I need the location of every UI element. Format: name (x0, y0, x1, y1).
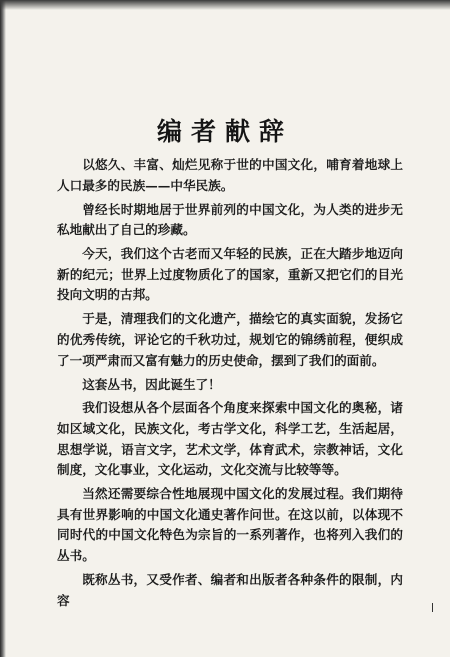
scan-top-shadow (0, 0, 450, 10)
body-text (57, 155, 403, 615)
paragraph-4: 于是，清理我们的文化遗产，描绘它的真实面貌，发扬它的优秀传统，评论它的千秋功过，规划它的锦绣前程，便织成了一项严肃而又富有魅力的历史使命，摆到了我们的面前。 (57, 311, 403, 368)
paragraph-1: 以悠久、丰富、灿烂见称于世的中国文化，哺育着地球上人口最多的民族——中华民族。 (57, 157, 403, 193)
page-title: 编者献辞 (156, 117, 293, 146)
paragraph-3: 今天，我们这个古老而又年轻的民族，正在大踏步地迈向新的纪元；世界上过度物质化了的国家，重新又把它们的目光投向文明的古邦。 (57, 246, 403, 303)
paragraph-8: 既称丛书，又受作者、编者和出版者各种条件的限制，内容 (57, 572, 403, 608)
paragraph-2: 曾经长时期地居于世界前列的中国文化，为人类的进步无私地献出了自己的珍藏。 (57, 201, 403, 238)
paragraph-7: 当然还需要综合性地展现中国文化的发展过程。我们期待具有世界影响的中国文化通史著作问世。在这以前，以体现不同时代的中国文化特色为宗旨的一系列著作，也将列入我们的丛书。 (57, 486, 403, 564)
margin-mark (432, 603, 433, 612)
scan-edge-shadow (0, 0, 6, 657)
paragraph-6: 我们设想从各个层面各个角度来探索中国文化的奥秘，诸如区域文化，民族文化，考古学文化，科学工艺，生活起居，思想学说，语言文字，艺术文学，体育武术，宗教神话，文化制度，文化事业，文化运动，文化交流与比较等等。 (57, 400, 403, 478)
paragraph-5: 这套丛书，因此诞生了！ (82, 376, 221, 392)
